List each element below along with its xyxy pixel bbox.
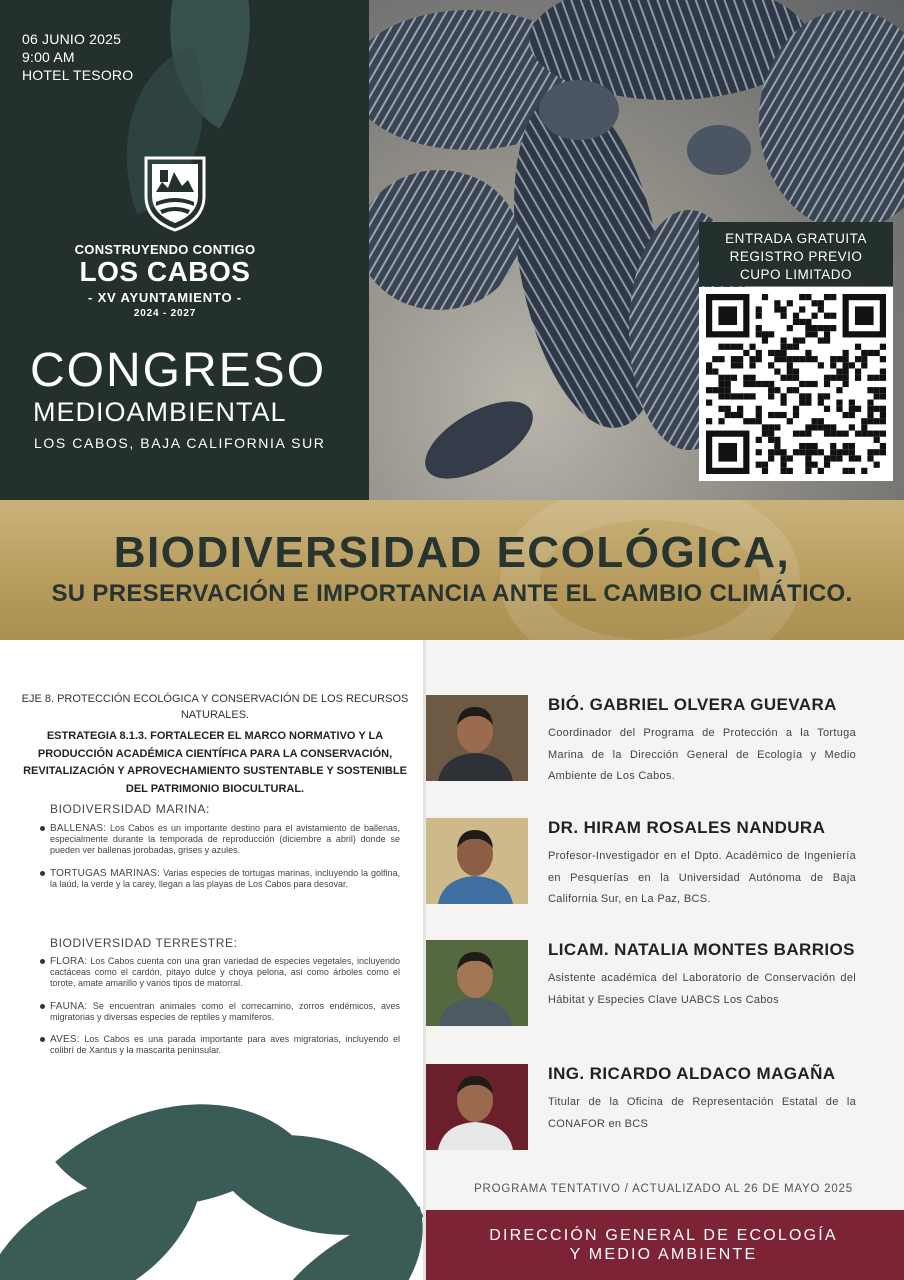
free-entry-label: ENTRADA GRATUITA — [725, 231, 867, 246]
header-panel — [0, 0, 369, 500]
speaker-description: Profesor-Investigador en el Dpto. Académico de Ingeniería en Pesquerías en la Universidad Autónoma de Baja California Sur, en La Paz, BCS. — [548, 850, 856, 905]
speaker-name: DR. HIRAM ROSALES NANDURA — [548, 818, 826, 837]
speaker-name: ING. RICARDO ALDACO MAGAÑA — [548, 1064, 836, 1083]
theme-subtitle: SU PRESERVACIÓN E IMPORTANCIA ANTE EL CAMBIO CLIMÁTICO. — [51, 580, 853, 607]
logo-period: 2024 - 2027 — [133, 308, 197, 319]
list-item: BALLENAS: Los Cabos es un importante destino para el avistamiento de ballenas, especialmente durante la temporada de reproducción (diciembre a abril) donde se pueden ver ballenas jorobadas, grises y azules. — [40, 823, 400, 857]
organizer-line-2: Y MEDIO AMBIENTE — [569, 1246, 758, 1263]
axis-heading: EJE 8. PROTECCIÓN ECOLÓGICA Y CONSERVACIÓN DE LOS RECURSOS NATURALES. — [21, 693, 409, 721]
speaker-photo — [423, 818, 528, 904]
limited-capacity-label: CUPO LIMITADO — [739, 267, 852, 282]
marine-list — [40, 823, 400, 901]
list-item: TORTUGAS MARINAS: Varias especies de tortugas marinas, incluyendo la golfina, la laúd, la verde y la carey, llegan a las playas de Los Cabos para desovar. — [40, 868, 400, 890]
pre-registration-label: REGISTRO PREVIO — [729, 249, 863, 264]
event-date: 06 JUNIO 2025 — [22, 31, 122, 47]
event-time: 9:00 AM — [22, 49, 75, 65]
congress-location: LOS CABOS, BAJA CALIFORNIA SUR — [34, 435, 326, 451]
strategy-text: ESTRATEGIA 8.1.3. FORTALECER EL MARCO NORMATIVO Y LA PRODUCCIÓN ACADÉMICA CIENTÍFICA PARA LA CONSERVACIÓN, REVITALIZACIÓN Y APROVECHAMIENTO SUSTENTABLE Y SOSTENIBLE DEL PATRIMONIO BIOCULTURAL. — [23, 730, 407, 795]
speaker-description: Asistente académica del Laboratorio de Conservación del Hábitat y Especies Clave UABCS Los Cabos — [548, 972, 856, 1006]
organizer-footer — [423, 1210, 904, 1280]
speaker-name: BIÓ. GABRIEL OLVERA GUEVARA — [548, 695, 837, 714]
congress-title: CONGRESO — [30, 344, 327, 397]
speaker-photo — [423, 1064, 528, 1150]
program-update-note: PROGRAMA TENTATIVO / ACTUALIZADO AL 26 DE MAYO 2025 — [474, 1183, 853, 1195]
list-item: FLORA: Los Cabos cuenta con una gran variedad de especies vegetales, incluyendo cactáceas como el cardón, pitayo dulce y choya pelona, así como árboles como el torote, amate amarillo y varios tipos de matorral. — [40, 956, 400, 990]
logo-city: LOS CABOS — [79, 256, 251, 287]
marine-heading: BIODIVERSIDAD MARINA: — [50, 802, 210, 816]
list-item: AVES: Los Cabos es una parada importante para aves migratorias, incluyendo el colibrí de Xantus y la mascarita peninsular. — [40, 1034, 400, 1056]
logo-government: - XV AYUNTAMIENTO - — [88, 290, 242, 305]
speaker-photo — [423, 695, 528, 781]
congress-subtitle: MEDIOAMBIENTAL — [33, 397, 287, 427]
qr-code-icon — [706, 294, 886, 474]
speakers-panel — [423, 640, 904, 1280]
organizer-line-1: DIRECCIÓN GENERAL DE ECOLOGÍA — [489, 1227, 838, 1244]
theme-title: BIODIVERSIDAD ECOLÓGICA, — [113, 528, 791, 577]
event-venue: HOTEL TESORO — [22, 67, 134, 83]
speaker-description: Coordinador del Programa de Protección a la Tortuga Marina de la Dirección General de Ecología y Medio Ambiente de Los Cabos. — [548, 727, 856, 782]
speaker-description: Titular de la Oficina de Representación Estatal de la CONAFOR en BCS — [548, 1096, 856, 1130]
los-cabos-shield-logo — [142, 152, 208, 232]
theme-banner — [0, 500, 904, 640]
registration-qr-code[interactable] — [699, 287, 893, 481]
logo-tagline: CONSTRUYENDO CONTIGO — [74, 242, 256, 257]
speaker-photo — [423, 940, 528, 1026]
program-description — [0, 640, 423, 1280]
congress-title-block — [30, 345, 350, 451]
terrestrial-list — [40, 956, 400, 1067]
registration-info — [699, 222, 893, 286]
list-item: FAUNA: Se encuentran animales como el correcamino, zorros endémicos, aves migratorias y diversas especies de reptiles y mamíferos. — [40, 1001, 400, 1023]
speaker-name: LICAM. NATALIA MONTES BARRIOS — [548, 940, 855, 959]
event-info — [22, 30, 133, 84]
terrestrial-heading: BIODIVERSIDAD TERRESTRE: — [50, 936, 238, 950]
column-divider — [423, 640, 426, 1280]
